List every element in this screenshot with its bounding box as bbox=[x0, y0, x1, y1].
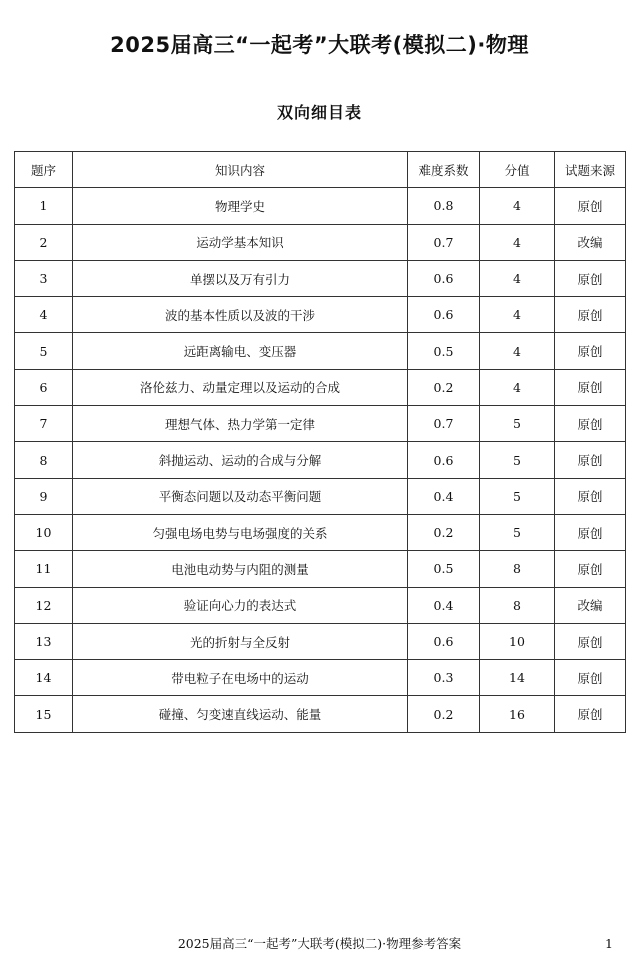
cell-score: 4 bbox=[480, 260, 555, 296]
cell-score: 8 bbox=[480, 587, 555, 623]
cell-difficulty: 0.6 bbox=[408, 260, 480, 296]
cell-source: 原创 bbox=[555, 260, 626, 296]
cell-content: 单摆以及万有引力 bbox=[73, 260, 408, 296]
table-row bbox=[15, 188, 626, 224]
cell-difficulty: 0.6 bbox=[408, 297, 480, 333]
cell-score: 14 bbox=[480, 660, 555, 696]
cell-score: 5 bbox=[480, 478, 555, 514]
table-row bbox=[15, 406, 626, 442]
table-row bbox=[15, 551, 626, 587]
cell-number: 11 bbox=[15, 551, 73, 587]
cell-source: 原创 bbox=[555, 696, 626, 732]
cell-score: 4 bbox=[480, 188, 555, 224]
cell-content: 碰撞、匀变速直线运动、能量 bbox=[73, 696, 408, 732]
cell-difficulty: 0.2 bbox=[408, 696, 480, 732]
cell-number: 5 bbox=[15, 333, 73, 369]
cell-source: 原创 bbox=[555, 551, 626, 587]
cell-source: 原创 bbox=[555, 660, 626, 696]
cell-number: 10 bbox=[15, 514, 73, 550]
cell-number: 2 bbox=[15, 224, 73, 260]
cell-content: 远距离输电、变压器 bbox=[73, 333, 408, 369]
table-row bbox=[15, 514, 626, 550]
cell-content: 电池电动势与内阻的测量 bbox=[73, 551, 408, 587]
page-footer bbox=[0, 935, 639, 953]
table-header-row bbox=[15, 152, 626, 188]
table-row bbox=[15, 442, 626, 478]
cell-source: 原创 bbox=[555, 188, 626, 224]
cell-number: 7 bbox=[15, 406, 73, 442]
cell-source: 原创 bbox=[555, 333, 626, 369]
cell-number: 3 bbox=[15, 260, 73, 296]
cell-difficulty: 0.6 bbox=[408, 623, 480, 659]
cell-score: 8 bbox=[480, 551, 555, 587]
footer-text: 2025届高三“一起考”大联考(模拟二)·物理参考答案 bbox=[177, 936, 462, 951]
cell-difficulty: 0.7 bbox=[408, 224, 480, 260]
cell-number: 1 bbox=[15, 188, 73, 224]
document-title: 2025届高三“一起考”大联考(模拟二)·物理 bbox=[110, 33, 529, 57]
table-row bbox=[15, 660, 626, 696]
table-row bbox=[15, 224, 626, 260]
cell-content: 斜抛运动、运动的合成与分解 bbox=[73, 442, 408, 478]
cell-number: 6 bbox=[15, 369, 73, 405]
cell-content: 波的基本性质以及波的干涉 bbox=[73, 297, 408, 333]
cell-content: 带电粒子在电场中的运动 bbox=[73, 660, 408, 696]
column-header-content: 知识内容 bbox=[73, 152, 408, 188]
cell-difficulty: 0.5 bbox=[408, 333, 480, 369]
cell-difficulty: 0.5 bbox=[408, 551, 480, 587]
table-row bbox=[15, 369, 626, 405]
table-row bbox=[15, 623, 626, 659]
cell-content: 洛伦兹力、动量定理以及运动的合成 bbox=[73, 369, 408, 405]
cell-source: 原创 bbox=[555, 514, 626, 550]
cell-score: 5 bbox=[480, 406, 555, 442]
cell-difficulty: 0.3 bbox=[408, 660, 480, 696]
specification-table bbox=[14, 151, 626, 733]
table-row bbox=[15, 297, 626, 333]
cell-difficulty: 0.4 bbox=[408, 478, 480, 514]
cell-source: 原创 bbox=[555, 442, 626, 478]
cell-difficulty: 0.6 bbox=[408, 442, 480, 478]
cell-content: 运动学基本知识 bbox=[73, 224, 408, 260]
table-row bbox=[15, 478, 626, 514]
cell-difficulty: 0.2 bbox=[408, 369, 480, 405]
cell-score: 5 bbox=[480, 514, 555, 550]
cell-number: 4 bbox=[15, 297, 73, 333]
cell-number: 12 bbox=[15, 587, 73, 623]
cell-number: 8 bbox=[15, 442, 73, 478]
cell-score: 4 bbox=[480, 333, 555, 369]
page-number: 1 bbox=[605, 936, 613, 951]
table-row bbox=[15, 696, 626, 732]
cell-source: 原创 bbox=[555, 297, 626, 333]
cell-source: 原创 bbox=[555, 369, 626, 405]
cell-score: 10 bbox=[480, 623, 555, 659]
cell-score: 4 bbox=[480, 224, 555, 260]
cell-difficulty: 0.2 bbox=[408, 514, 480, 550]
cell-number: 13 bbox=[15, 623, 73, 659]
cell-score: 5 bbox=[480, 442, 555, 478]
cell-number: 9 bbox=[15, 478, 73, 514]
cell-content: 光的折射与全反射 bbox=[73, 623, 408, 659]
cell-source: 原创 bbox=[555, 623, 626, 659]
cell-content: 平衡态问题以及动态平衡问题 bbox=[73, 478, 408, 514]
table-title: 双向细目表 bbox=[276, 103, 362, 122]
cell-content: 理想气体、热力学第一定律 bbox=[73, 406, 408, 442]
cell-source: 改编 bbox=[555, 587, 626, 623]
cell-content: 物理学史 bbox=[73, 188, 408, 224]
cell-content: 匀强电场电势与电场强度的关系 bbox=[73, 514, 408, 550]
cell-content: 验证向心力的表达式 bbox=[73, 587, 408, 623]
cell-score: 4 bbox=[480, 297, 555, 333]
cell-number: 15 bbox=[15, 696, 73, 732]
cell-source: 原创 bbox=[555, 478, 626, 514]
cell-difficulty: 0.4 bbox=[408, 587, 480, 623]
cell-source: 原创 bbox=[555, 406, 626, 442]
cell-difficulty: 0.8 bbox=[408, 188, 480, 224]
column-header-source: 试题来源 bbox=[555, 152, 626, 188]
cell-source: 改编 bbox=[555, 224, 626, 260]
cell-number: 14 bbox=[15, 660, 73, 696]
cell-difficulty: 0.7 bbox=[408, 406, 480, 442]
cell-score: 16 bbox=[480, 696, 555, 732]
cell-score: 4 bbox=[480, 369, 555, 405]
column-header-score: 分值 bbox=[480, 152, 555, 188]
table-row bbox=[15, 260, 626, 296]
table-row bbox=[15, 333, 626, 369]
column-header-number: 题序 bbox=[15, 152, 73, 188]
column-header-difficulty: 难度系数 bbox=[408, 152, 480, 188]
table-row bbox=[15, 587, 626, 623]
